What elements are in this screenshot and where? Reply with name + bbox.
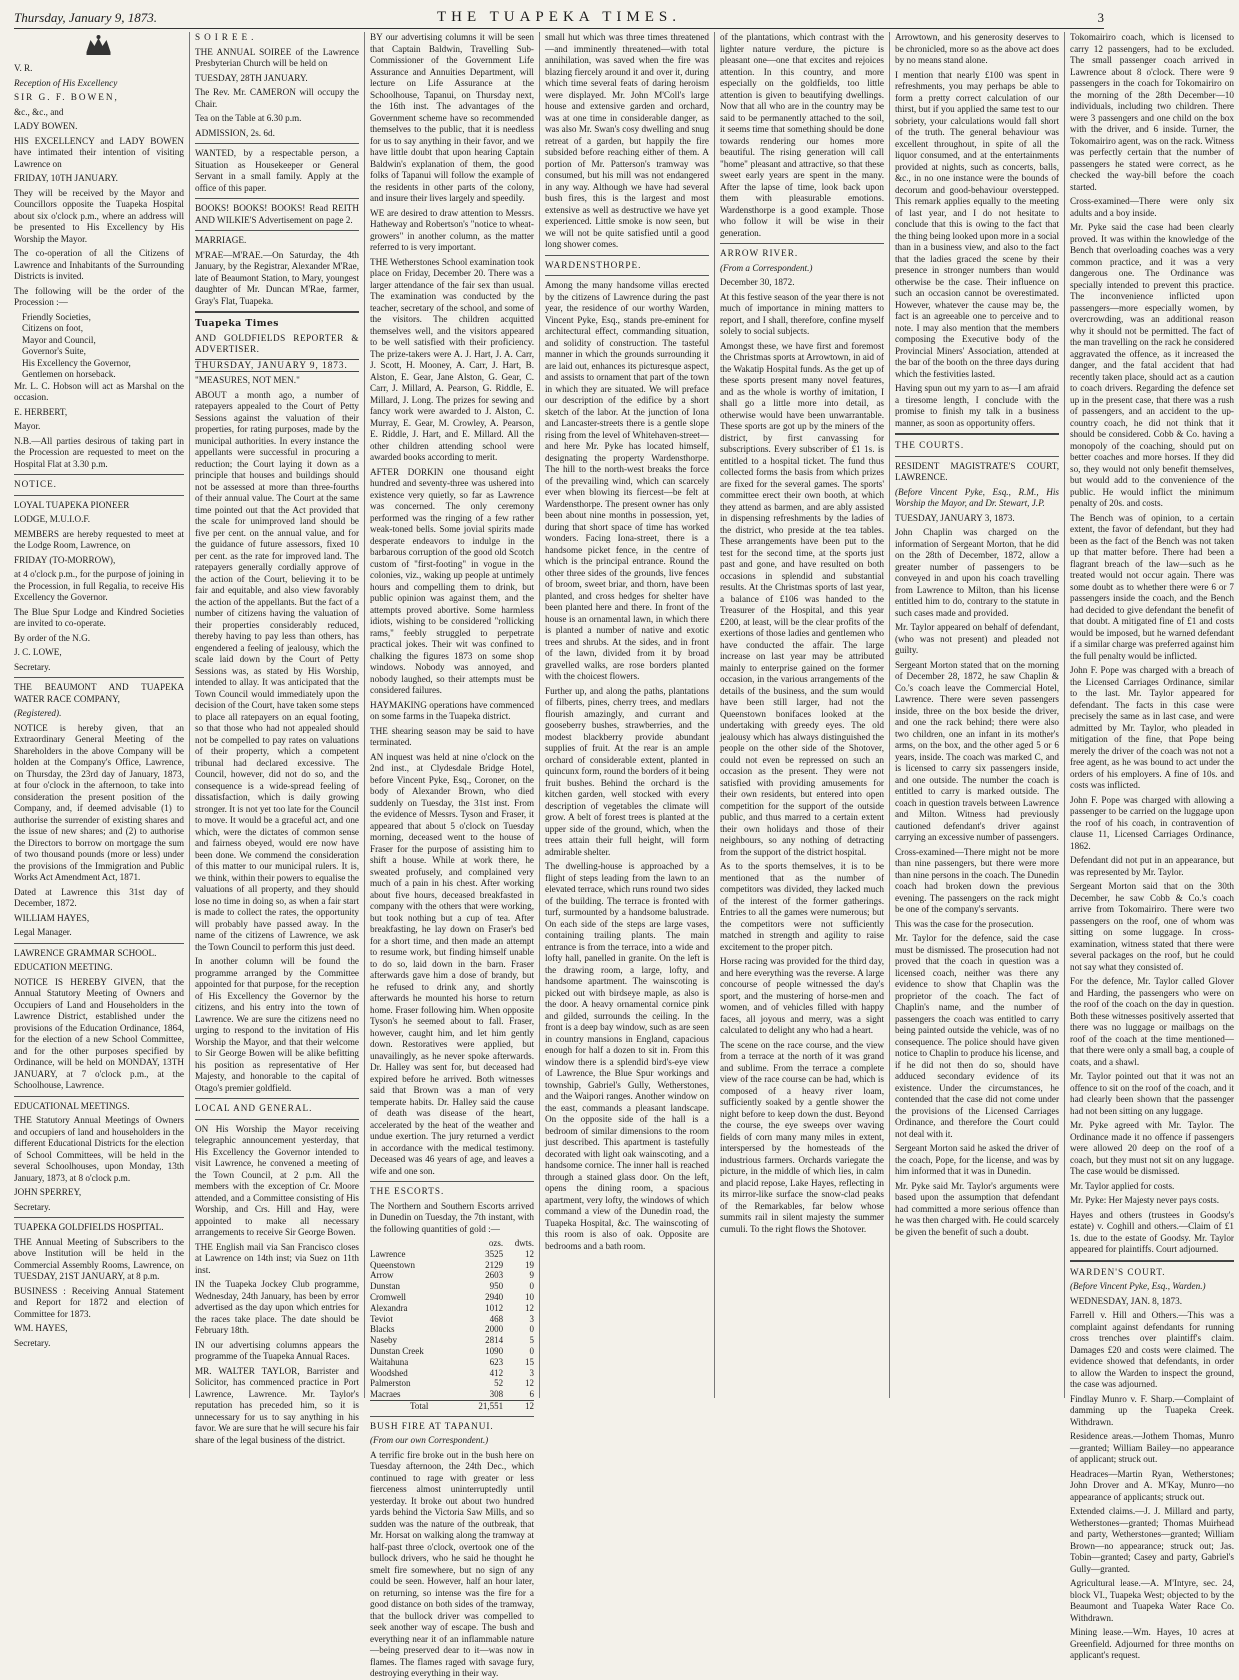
wc-sub: (Before Vincent Pyke, Esq., Warden.) bbox=[1070, 1281, 1206, 1291]
section-heading: NOTICE. bbox=[14, 479, 57, 489]
lodge-day: FRIDAY (TO-MORROW), bbox=[14, 554, 116, 565]
editorial-para: ABOUT a month ago, a number of ratepayers appealed to the Court of Petty Sessions against the valuation of their properties, for rating purposes, made by the municipal authorities. In every instance the appellants were successful in procuring a reduction; the Court laying it down as a principle that houses and buildings should not be assessed at more than three-fourths of their annual value. The Court at the same time pointed out that the Act provided that the scale for unimproved land should be five per cent. on the annual value, and for the guidance of future assessors, fixed 10 per cent. as the rate for improved land. The ratepayers generally cordially approve of the action of the Court, believing it to be fair and equitable, and also view favorably the action of the appellants. But the fact of a number of citizens having the valuation of their properties considerably reduced, thereby having to pay less than others, has engendered a feeling of jealousy, which the scale laid down by the Court of Petty Sessions was, as stated by His Worship, intended to allay. It was anticipated that the Town Council would immediately upon the decision of the Court, have taken some steps to place all ratepayers on an equal footing, so that those who had not appealed should not be compelled to pay rates on valuations of their property, which a competent tribunal had declared excessive. The Council, however, did not do so, and the consequence is a wide-spread feeling of dissatisfaction, which is daily growing stronger. It is not yet too late for the Council to move. It would be a graceful act, and one which, were the dictates of common sense and fairness obeyed, would ere now have been done. We commend the consideration of this matter to our municipal rulers. It is, we think, within their powers to equalise the valuations of all property, and they should lose no time in doing so, as when a fair start is made to collect the rates, the opportunity will probably have passed away. In the name of the citizens of Lawrence, we ask the Town Council to perform this just deed. bbox=[195, 389, 359, 952]
signature: J. C. LOWE, bbox=[14, 647, 62, 657]
news-para: Having spun out my yarn to as—I am afraid a tiresome length, I conclude with the promise to finish my talk in a business manner, as soon as opportunity offers. bbox=[895, 383, 1059, 428]
signature: E. HERBERT, bbox=[14, 406, 68, 417]
wc-para: Agricultural lease.—A. M'Intyre, sec. 24, block VI., Tuapeka West; objected to by the Beaumont and Tuapeka Water Race Co. Withdrawn. bbox=[1070, 1578, 1234, 1623]
column-5 bbox=[714, 32, 889, 1398]
table-row: Alexandra 1012 12 bbox=[370, 1302, 534, 1313]
lodge-title: LOYAL TUAPEKA PIONEER bbox=[14, 499, 130, 510]
page-header bbox=[14, 6, 1104, 29]
water-para: NOTICE is hereby given, that an Extraordinary General Meeting of the Shareholders in the above Company will be holden at the Company's Office, Lawrence, on Thursday, the 23rd day of January, 1873, at four o'clock in the afternoon, to take into consideration the present position of the Company, and, if deemed advisable (1) to authorise the surrender of existing shares and the issue of new shares; and (2) to authorise the Directors to borrow on mortgage the sum of two thousand pounds (more or less) under the provisions of the Immigration and Public Works Act Amendment Act, 1871. bbox=[14, 722, 184, 882]
arrow-para: At this festive season of the year there is not much of importance in mining matters to report, and I shall, therefore, confine myself solely to social subjects. bbox=[720, 291, 884, 336]
section-heading: ARROW RIVER. bbox=[720, 248, 799, 258]
court-sub: (Before Vincent Pyke, Esq., R.M., His Worship the Mayor, and Dr. Stewart, J.P. bbox=[895, 486, 1059, 508]
water-para: Dated at Lawrence this 31st day of December, 1872. bbox=[14, 886, 184, 908]
column-7 bbox=[1064, 32, 1239, 1660]
dateline: THURSDAY, JANUARY 9, 1873. bbox=[195, 359, 359, 373]
table-row: Blacks 2000 0 bbox=[370, 1324, 534, 1335]
arrow-para: Amongst these, we have first and foremost the Christmas sports at Arrowtown, in aid of the Wakatip Hospital funds. As the get up of these sports present many novel features, and as the whole is worthy of imitation, I shall go a little more into detail, as otherwise would have been unwarrantable. These sports are got up by the miners of the district, by first canvassing for subscriptions. Every subscriber of £1 1s. is entitled to a hospital ticket. The fund thus collected forms the basis from which prizes are fixed for the several games. The sports' committee erect their own booth, at which they attend as barmen, and are ably assisted in dispensing refreshments by the ladies of the district, who preside at the tea tables. These arrangements have been put to the test for the second time, at the sports just past and gone, and have resulted on both occasions in splendid and substantial results. At the Christmas sports of last year, a balance of £106 was handed to the Treasurer of the Hospital, and this year £200, at least, will be the clear profits of the exertions of those ladies and gentlemen who have conducted the affair. The large increase on last year may be attributed mainly to enterprise gained on the former occasion, in the various arrangements of the details of the business, and the sum would have been still larger, had not the Queenstown bonifaces looked at the undertaking with greedy eyes. The old jealousy which has always distinguished the people on the other side of the Shotover, could not even be repressed on such an occasion as the present. They were not satisfied with providing amusements for their own residents, but entered into open competition for the support of the outside public, and thus marred to a certain extent their own holidays and those of their neighbours, so any nothing of detracting from the support of the district hospital. bbox=[720, 340, 884, 857]
list-item: Friendly Societies, bbox=[22, 311, 91, 322]
governor-name: SIR G. F. BOWEN, bbox=[14, 92, 119, 102]
columns bbox=[14, 32, 1234, 1679]
news-para: HAYMAKING operations have commenced on some farms in the Tuapeka district. bbox=[370, 699, 534, 721]
table-row: Naseby 2814 5 bbox=[370, 1335, 534, 1346]
hosp-para: THE Annual Meeting of Subscribers to the above Institution will be held in the Commercial Assembly Rooms, Lawrence, on TUESDAY, 21ST JANUARY, at 8 p.m. bbox=[14, 1236, 184, 1281]
table-header-row bbox=[370, 1238, 534, 1249]
section-heading: THE COURTS. bbox=[895, 440, 965, 450]
reception-para: They will be received by the Mayor and Councillors opposite the Tuapeka Hospital about six o'clock p.m., where an address will be presented to His Excellency by His Worship the Mayor. bbox=[14, 187, 184, 244]
table-row: Teviot 468 3 bbox=[370, 1313, 534, 1324]
water-sub: (Registered). bbox=[14, 708, 62, 718]
table-row: Queenstown 2129 19 bbox=[370, 1259, 534, 1270]
wc-para: Farrell v. Hill and Others.—This was a complaint against defendants for running cross trenches over plaintiff's claim. Damages £20 and costs were claimed. The evidence showed that defendants, in order to allow the Warden to inspect the ground, the case was adjourned. bbox=[1070, 1310, 1234, 1389]
news-para: THE shearing season may be said to have terminated. bbox=[370, 725, 534, 747]
local-para: IN our advertising columns appears the programme of the Tuapeka Annual Races. bbox=[195, 1339, 359, 1361]
court-para: Cross-examined—There might not be more than nine passengers, but there were more than nine persons in the coach. The Dunedin coach had broken down the previous evening. The passengers on the rack might be one of the company's servants. bbox=[895, 846, 1059, 914]
table-row: Arrow 2603 9 bbox=[370, 1270, 534, 1281]
crest-letters: V. R. bbox=[14, 63, 33, 73]
table-row: Waitahuna 623 15 bbox=[370, 1356, 534, 1367]
news-para: WE are desired to draw attention to Messrs. Hatheway and Robertson's "notice to wheat-growers" in another column, as the matter referred to is very important. bbox=[370, 207, 534, 252]
reception-para: The co-operation of all the Citizens of Lawrence and Inhabitants of the Surrounding Districts is invited. bbox=[14, 248, 184, 281]
court-para: Mr. Pyke said Mr. Taylor's arguments were based upon the assumption that defendant had committed a more serious offence than he was then charged with. He could scarcely be given the benefit of such a doubt. bbox=[895, 1180, 1059, 1237]
reception-title: Reception of His Excellency bbox=[14, 77, 118, 88]
local-para: MR. WALTER TAYLOR, Barrister and Solicitor, has commenced practice in Port Lawrence, Lawrence. Mr. Taylor's reputation has preceded him, so it is unnecessary for us to say anything in his favor. We are sure that he will secure his fair share of the legal business of the district. bbox=[195, 1365, 359, 1445]
wanted-ad: WANTED, by a respectable person, a Situation as Housekeeper or General Servant in a small family. Apply at the office of this paper. bbox=[195, 148, 359, 193]
soiree-para: THE ANNUAL SOIREE of the Lawrence Presbyterian Church will be held on bbox=[195, 46, 359, 68]
issue-date: Thursday, January 9, 1873. bbox=[14, 10, 157, 25]
edu-title: EDUCATIONAL MEETINGS. bbox=[14, 1100, 130, 1111]
court-para: John F. Pope was charged with a breach of the Licensed Carriages Ordinance, similar to the last. Mr. Taylor appeared for defendant. The facts in this case were precisely the same as in last case, and were admitted by Mr. Taylor, who pleaded in mitigation of the fine, that Pope being merely the driver of the coach was not not a free agent, as he was bound to act under the orders of his employers. A fine of 10s. and costs was inflicted. bbox=[1070, 665, 1234, 790]
column-3 bbox=[364, 32, 539, 1679]
nb-note: N.B.—All parties desirous of taking part in the Procession are requested to meet on the Hospital Flat at 3.30 p.m. bbox=[14, 435, 184, 469]
lady-name: LADY BOWEN. bbox=[14, 121, 78, 131]
gs-sub: EDUCATION MEETING. bbox=[14, 962, 113, 972]
signature: WM. HAYES, bbox=[14, 1323, 68, 1333]
court-para: Sergeant Morton said that on the 30th December, he saw Cobb & Co.'s coach arrive from Tokomairiro. There were two passengers on the roof, one of whom was sitting on some luggage. In cross-examination, witness stated that there were several packages on the roof, but he could not say what they consisted of. bbox=[1070, 881, 1234, 972]
list-item: His Excellency the Governor, bbox=[22, 357, 131, 368]
governor-honours: &c., &c., and bbox=[14, 106, 64, 117]
gs-para: NOTICE IS HEREBY GIVEN, that the Annual Statutory Meeting of Owners and Occupiers of Land and Householders in the Lawrence District, established under the provisions of the Education Ordinance, 1864, for the election of a new School Committee, and for the other purposes specified by Ordinance, will be held on MONDAY, 13TH JANUARY, at 7 o'clock p.m., at the Schoolhouse, Lawrence. bbox=[14, 976, 184, 1090]
signature-title: Legal Manager. bbox=[14, 927, 72, 937]
motto: "MEASURES, NOT MEN." bbox=[195, 375, 300, 385]
header-oz: ozs. bbox=[488, 1238, 504, 1248]
wc-para: Findlay Munro v. F. Sharp.—Complaint of damming up the Tuapeka Creek. Withdrawn. bbox=[1070, 1393, 1234, 1427]
arrow-para: The scene on the race course, and the view from a terrace at the north of it was grand and sublime. From the terrace a complete view of the race course can be had, which is composed of a heavy river loam, sufficiently soaked by a gentle shower the night before to keep down the dust. Beyond the course, the eye sweeps over waving fields of corn many many miles in extent, interspersed by the homesteads of the industrious farmers. Orchards variegate the picture, in the middle of which lies, in calm and placid repose, Lake Hayes, reflecting in its mirror-like surface the snow-clad peaks of the Remarkables, far below whose summits rail in silent majesty the summer cumuli. To the right flows the Shotover. bbox=[720, 1039, 884, 1234]
wc-date: WEDNESDAY, JAN. 8, 1873. bbox=[1070, 1295, 1183, 1306]
procession-list bbox=[14, 312, 184, 381]
wardensthorpe-para: Among the many handsome villas erected by the citizens of Lawrence during the past year, the residence of our worthy Warden, Vincent Pyke, Esq., stands pre-eminent for architectural effect, commanding situation, and solidity of construction. The tasteful manner in which the grounds surrounding it are laid out, enhances its picturesque aspect, and assists to ornament that part of the town in which they are situated. We will preface our description of the edifice by a short sketch of the labor. At the junction of Iona and Lancaster-streets there is a gentle slope rising from the level of Whitehaven-street—and here Mr. Pyke has located himself, designating the property Wardensthorpe. The hill to the north-west breaks the force of the prevailing wind, which can scarcely ever when blowing its fiercest—be felt at Wardensthorpe. The present owner has only been about nine months in possession, yet, during that short space of time has worked wonders. Facing Iona-street, there is a handsome picket fence, in the centre of which is the principal entrance. Round the other three sides of the grounds, live fences of broom, sweet briar, and thorn, have been planted, and cross hedges for shelter have been planted here and there. In front of the house is an ornamental lawn, in which there is planted a number of native and exotic trees and shrubs. At the sides, and in front of the lawn, divided from it by broad gravelled walks, are rose borders planted with the choicest flowers. bbox=[545, 280, 709, 681]
wardensthorpe-para: The dwelling-house is approached by a flight of steps leading from the lawn to an elevated terrace, which runs round two sides of the building. The terrace is fronted with turf, surmounted by a handsome balustrade. On each side of the steps are large vases, containing trailing plants. The main entrance is from the terrace, into a wide and lofty hall, panelled in granite. On the left is the drawing room, a large, lofty, and handsome apartment. The wainscoting is picked out with birdseye maple, as also is the door. A heavy ornamental cornice pink and gilded, surrounds the ceiling. In the front is a deep bay window, such as are seen in country mansions in England, capacious enough for half a dozen to sit in. From this window there is a splendid bird's-eye view of Lawrence, the Blue Spur workings and township, Gabriel's Gully, Wetherstones, and the Waipori ranges. Another window on the east, commands a pleasant landscape. On the opposite side of the hall is a bedroom of similar dimensions to the room just described. This apartment is tastefully decorated with light oak wainscoting, and a handsome cornice. The inner hall is reached through a stained glass door. On the left, opens the dining room, a spacious apartment, very lofty, the windows of which command a view of the Dunedin road, the Tuapeka Hospital, &c. The wainscoting of this room is also of oak. Opposite are bedrooms and a bath room. bbox=[545, 861, 709, 1251]
gold-table bbox=[370, 1238, 534, 1412]
masthead: Tuapeka Times bbox=[195, 318, 279, 329]
gs-title: LAWRENCE GRAMMAR SCHOOL. bbox=[14, 947, 157, 958]
wardensthorpe-para: Further up, and along the paths, plantations of filberts, pines, cherry trees, and medlars flourish amazingly, and currant and gooseberry bushes, strawberries, and the modest blackberry provide abundant supplies of fruit. At the rear is an ample orchard of considerable extent, planted in quincunx form, round the borders of it being fruit bushes. Behind the orchard is the kitchen garden, well stocked with every description of vegetables the climate will grow. A belt of forest trees is planted at the upper side of the ground, which, when the trees attain their full height, will form admirable shelter. bbox=[545, 685, 709, 857]
books-ad: BOOKS! BOOKS! BOOKS! Read REITH AND WILKIE'S Advertisement on page 2. bbox=[195, 203, 359, 225]
table-row: Dunstan Creek 1090 0 bbox=[370, 1345, 534, 1356]
arrow-para: As to the sports themselves, it is to be mentioned that as the number of competitors was divided, they lacked much of the interest of the former gatherings. Entries to all the games were numerous; but the competitors were not sufficiently matched in strength and agility to raise excitement to the proper pitch. bbox=[720, 861, 884, 952]
section-heading: THE ESCORTS. bbox=[370, 1186, 445, 1196]
court-date: TUESDAY, JANUARY 3, 1873. bbox=[895, 512, 1015, 523]
bush-para: A terrific fire broke out in the bush here on Tuesday afternoon, the 24th Dec., which continued to rage with greater or less fierceness almost uninterruptedly until yesterday. It broke out about two hundred yards behind the Victoria Saw Mills, and so sudden was the nature of the outbreak, that Mr. Horsat on walking along the tramway at half-past three o'clock, overtook one of the bullock drivers, who he said he thought he smelt fire somewhere, but no sign of any could be seen. However, half an hour later, on returning, so intense was the fire for a good distance on both sides of the tramway, that the bullock driver was compelled to seek another way of escape. The bush and everything near it of an inflammable nature—being preserved dear to it—was now in flames. The flames raged with savage fury, destroying everything in their way. bbox=[370, 1449, 534, 1679]
editorial-para: In another column will be found the programme arranged by the Committee appointed for that purpose, for the reception of His Excellency the Governor by the citizens, and his entry into the town of Lawrence. We are sure the citizens need no urging to respond to the invitation of His Worship the Mayor, and that their welcome to Sir George Bowen will be alike befitting his position as representative of Her Majesty, and honorable to the capital of Otago's premier goldfield. bbox=[195, 956, 359, 1093]
court-para: This was the case for the prosecution. bbox=[895, 918, 1034, 929]
paper-title: THE TUAPEKA TIMES. bbox=[436, 9, 682, 25]
court-para: For the defence, Mr. Taylor called Glover and Harding, the passengers who were on the roof of the coach on the day in question. Both these witnesses positively asserted that there was no luggage or mailbags on the roof of the coach at the time mentioned—that there were only a small bag, a couple of coats, and a shawl. bbox=[1070, 976, 1234, 1067]
lodge-sub: LODGE, M.U.I.O.F. bbox=[14, 514, 91, 524]
table-row: Dunstan 950 0 bbox=[370, 1281, 534, 1292]
header-dwt: dwts. bbox=[514, 1238, 534, 1248]
court-para: Hayes and others (trustees in Goodsy's estate) v. Coghill and others.—Claim of £1 1s. due to the estate of Goodsy. Mr. Taylor appeared for plaintiffs. Court adjourned. bbox=[1070, 1209, 1234, 1254]
news-para: I mention that nearly £100 was spent in refreshments, you may perhaps be able to form a pretty correct calculation of our thirst, but if you applied the same test to our sobriety, your calculations would fall short of the truth. The general behaviour was excellent throughout, in spite of all the liquor consumed, and at the entertainments provided at nights, such as concerts, balls, &c., in no one instance were the bounds of decorum and good-behaviour overstepped. This remark applies equally to the meeting of last year, and I do not hesitate to conclude that this is owing to the fact that the thing being looked upon more in a social than in a business view, and also to the fact that the ladies graced the scene by their presence in stronger numbers than would otherwise be the case. Their influence on such an occasion cannot be overestimated. However, whatever the cause may be, the fact is an agreeable one to perceive and to note. I may also mention that the members composing the Executive body of the Provincial Miners' Association, attended at the bar of the booth on the three days during which the festivities lasted. bbox=[895, 69, 1059, 379]
court-para: Cross-examined—There were only six adults and a boy inside. bbox=[1070, 196, 1234, 218]
court-para: Mr. Pyke: Her Majesty never pays costs. bbox=[1070, 1195, 1220, 1205]
court-para: Mr. Taylor applied for costs. bbox=[1070, 1180, 1175, 1191]
hosp-title: TUAPEKA GOLDFIELDS HOSPITAL. bbox=[14, 1222, 164, 1232]
section-heading: BUSH FIRE AT TAPANUI. bbox=[370, 1420, 494, 1431]
local-para: THE English mail via San Francisco closes at Lawrence on 14th inst; via Suez on 11th inst. bbox=[195, 1241, 359, 1275]
court-para: The Bench was of opinion, to a certain extent, the favor of defendant, but they had been as the fact of the Bench was not taken up that matter before. There had been a flagrant breach of the law—such as he treated would not occur again. There was some doubt as to whether there were 6 or 7 passengers inside the coach, and the Bench had decided to give defendant the benefit of that doubt. A mitigated fine of £1 and costs would be imposed, but he warned defendant if a similar charge was preferred against him the full penalty would be inflicted. bbox=[1070, 512, 1234, 661]
masthead-sub: AND GOLDFIELDS REPORTER & ADVERTISER. bbox=[195, 332, 359, 354]
court-title: RESIDENT MAGISTRATE'S COURT, LAWRENCE. bbox=[895, 460, 1059, 482]
news-para: small hut which was three times threatened—and imminently threatened—with total annihilation, was saved when the fire was blazing fiercely around it and over it, during which time several feats of daring heroism were displayed. Mr. John M'Coll's large house and extensive garden and orchard, was at one time in considerable danger, as was also Mr. Swan's cosy dwelling and snug retreat of a garden, but happily the fire subsided before reaching either of them. A portion of Mr. Patterson's tramway was consumed, but his mill was not endangered in any way. Although we have had several bush fires, this is the largest and most extensive as well as destructive we have yet experienced. Little smoke is now seen, but we will not be quite satisfied until a good long shower comes. bbox=[545, 32, 709, 249]
hosp-para: BUSINESS : Receiving Annual Statement and Report for 1872 and election of Committee for 1873. bbox=[14, 1285, 184, 1319]
court-para: John F. Pope was charged with allowing a passenger to be carried on the luggage upon the roof of his coach, in contravention of clause 11, Licensed Carriages Ordinance, 1862. bbox=[1070, 794, 1234, 851]
news-para: BY our advertising columns it will be seen that Captain Baldwin, Travelling Sub-Commissioner of the Government Life Assurance and Annuities Department, will lecture on Life Assurance at the Schoolhouse, Tapanui, on Thursday next, the 16th inst. The advantages of the Government scheme have so recommended themselves to the public, that it is needless for us to say anything in their favor, and we have little doubt that upon hearing Captain Baldwin's explanation of them, the good folks of Tapanui will follow the example of the residents in other parts of the colony, and insure their lives largely and speedily. bbox=[370, 32, 534, 203]
column-6 bbox=[889, 32, 1064, 1398]
section-heading: WARDENSTHORPE. bbox=[545, 259, 642, 270]
bush-sub: (From our own Correspondent.) bbox=[370, 1435, 489, 1446]
section-heading: SOIREE. bbox=[195, 32, 258, 42]
lodge-para: MEMBERS are hereby requested to meet at the Lodge Room, Lawrence, on bbox=[14, 528, 184, 550]
signature-title: Mayor. bbox=[14, 421, 41, 431]
court-para: Defendant did not put in an appearance, but was represented by Mr. Taylor. bbox=[1070, 855, 1234, 877]
wc-para: Extended claims.—J. J. Millard and party, Wetherstones—granted; Thomas Muirhead and party, Wetherstones—granted; William Brown—no appearance; struck out; Jas. Tobin—granted; Casey and party, Gabriel's Gully—granted. bbox=[1070, 1506, 1234, 1574]
news-para: THE Wetherstones School examination took place on Friday, December 20. There was a larger attendance of the fair sex than usual. The examination was conducted by the teacher, secretary of the school, and some of the visitors. The children acquitted themselves well, and the visitors appeared to be well satisfied with their proficiency. The prize-takers were A. J. Hart, J. A. Carr, J. Scott, H. Mooney, A. Carr, J. Hart, B. Alston, E. Gear, Jane Alston, G. Gear, C. Carr, J. Millard, A. Pearson, G. Riddle, E. Millard, J. Long. The prizes for sewing and fancy work were awarded to J. Alston, C. Murray, E. Gear, M. Crowley, A. Pearson, E. Riddle, J. Hart, and E. Millard. All the other children attending school were awarded books according to merit. bbox=[370, 256, 534, 462]
news-para: AFTER DORKIN one thousand eight hundred and seventy-three was ushered into existence very quietly, so far as Lawrence was concerned. The only ceremony performed was the ringing of a few rather weak-toned bells. Some jovial spirits made desperate endeavors to indulge in the barbarous corruption of the good old Scotch custom of "first-footing" in vogue in the colonies, viz., waking up people at untimely hours and compelling them to drink, but public opinion was against them, and the attempts proved abortive. Some harmless idiots, wishing to be considered "rollicking rams," feebly struggled to perpetrate practical jokes. Their wit was confined to chalking the figures 1873 on some shop windows. Nobody was annoyed, and nobody laughed, so their attempts must be considered failures. bbox=[370, 466, 534, 695]
section-heading: LOCAL AND GENERAL. bbox=[195, 1103, 313, 1113]
column-1 bbox=[14, 32, 189, 1398]
court-para: Mr. Taylor appeared on behalf of defendant, (who was not present) and pleaded not guilty. bbox=[895, 622, 1059, 655]
marriage-title: MARRIAGE. bbox=[195, 235, 247, 245]
signature-title: Secretary. bbox=[14, 1201, 51, 1212]
table-total-row: Total 21,551 12 bbox=[370, 1400, 534, 1411]
news-para: AN inquest was held at nine o'clock on the 2nd inst., at Clydesdale Bridge Hotel, before Vincent Pyke, Esq., Coroner, on the body of Alexander Brown, who died suddenly on Tuesday, the 31st inst. From the evidence of Messrs. Tyson and Fraser, it appeared that about 5 o'clock on Tuesday morning, deceased went to the house of Fraser for the purpose of assisting him to shift a house. While at work there, he sweated profusely, and complained very much of a pain in his chest. After working about five hours, deceased breakfasted in company with the others that were working, but took nothing but a cup of tea. After breakfasting, he lay down on Fraser's bed for a short time, and then made an attempt to resume work, but finding himself unable to do so, laid down in the barn. Fraser afterwards gave him a dose of brandy, but he refused to drink any, and shortly afterwards he mounted his horse to return home. Fraser following him. When opposite Tyson's he seemed about to fall. Fraser, however, caught him, and let him gently down. Restoratives were applied, but unavailingly, as he never spoke afterwards. Dr. Halley was sent for, but deceased had expired before he arrived. Both witnesses said that Brown was a man of very temperate habits. Dr. Halley said the cause of death was disease of the heart, accelerated by the heat of the weather and undue exertion. The jury returned a verdict in accordance with the medical testimony. Deceased was 46 years of age, and leaves a wife and one son. bbox=[370, 751, 534, 1176]
column-2 bbox=[189, 32, 364, 1445]
soiree-admission: ADMISSION, 2s. 6d. bbox=[195, 127, 275, 138]
court-para: Sergeant Morton stated that on the morning of December 28, 1872, he saw Chaplin & Co.'s coach leave the Commercial Hotel, Lawrence. There were seven passengers inside, three on the box beside the driver, and one the rack behind; there were also two children, one an infant in its mother's arms, on the box, and the other aged 5 or 6 years, inside. The coach was marked C, and is licensed to carry six passengers inside, and one outside. The number the coach is entitled to carry is marked outside. The coach in question travels between Lawrence and Milton. Witness had previously cautioned defendant's driver against carrying an excessive number of passengers. bbox=[895, 659, 1059, 842]
court-para: Mr. Taylor for the defence, said the case must be dismissed. The prosecution had not proved that the coach in question was a licensed coach, neither was there any evidence to show that Chaplin was the proprietor of the coach. The fact of Chaplin's name, and the number of passengers the coach was entitled to carry being painted outside the vehicle, was of no consequence. The police should have given notice to Chaplin to produce his license, and if he did not then do so, should have adduced secondary evidence of its existence. Under the circumstances, he contended that the case did not come under the provisions of the Licensed Carriages Ordinance, and therefore the Court could not deal with it. bbox=[895, 933, 1059, 1139]
table-row: Woodshed 412 3 bbox=[370, 1367, 534, 1378]
signature: JOHN SPERREY, bbox=[14, 1187, 82, 1197]
signature: WILLIAM HAYES, bbox=[14, 912, 90, 923]
column-4 bbox=[539, 32, 714, 1398]
soiree-day: TUESDAY, 28TH JANUARY. bbox=[195, 72, 308, 83]
water-title: THE BEAUMONT AND TUAPEKA WATER RACE COMPANY, bbox=[14, 682, 184, 704]
court-para: Mr. Pyke said the case had been clearly proved. It was within the knowledge of the Bench that overloading coaches was a very common practice, and it was a very dangerous one. The Ordinance was specially intended to prevent this practice. The inconvenience inflicted upon passengers—more especially women, by overcrowding, was an additional reason why it should not be permitted. The fact of the man travelling on the rack he considered aggravated the offence, as it increased the danger, and the fatal accident that had recently taken place, should act as a caution to coach drivers. Regarding the defence set up in the present case, that there was a rush of passengers, and an accident to the up-country coach, he did not think that it should be considered. Cobb & Co. having a monopoly of the coaching, should put on better coaches and more horses. If they did so, they would not only benefit themselves, but would add to the convenience of the public. He would inflict the minimum penalty of 20s. and costs. bbox=[1070, 222, 1234, 508]
signature-title: Secretary. bbox=[14, 661, 51, 672]
arrow-para: Horse racing was provided for the third day, and here everything was the reverse. A large concourse of people witnessed the day's sport, and the mustering of horse-men and women, and of vehicles filled with happy faces, all joyous and merry, was a sight calculated to delight any who had a heart. bbox=[720, 956, 884, 1035]
lodge-para: at 4 o'clock p.m., for the purpose of joining in the Procession, in full Regalia, to receive His Excellency the Governor. bbox=[14, 569, 184, 602]
list-item: Mayor and Council, bbox=[22, 334, 96, 345]
table-row: Lawrence 3525 12 bbox=[370, 1248, 534, 1259]
soiree-tea: Tea on the Table at 6.30 p.m. bbox=[195, 113, 302, 123]
wc-para: Headraces—Martin Ryan, Wetherstones; John Drover and A. M'Kay, Munro—no appearance of applicants; struck out. bbox=[1070, 1468, 1234, 1502]
court-para: Tokomairiro coach, which is licensed to carry 12 passengers, had to be excluded. The small passenger coach arrived in Lawrence about 8 o'clock. There were 9 passengers in the coach for Tokomairiro on the morning of the 28th December—10 individuals, including two children. There were 3 passengers and one child on the box with the driver, and 6 inside. Turner, the Tokomairiro agent, was on the rack. Witness was perfectly certain that the number of passengers he stated were correct, as he checked the way-bill before the coach started. bbox=[1070, 32, 1234, 192]
table-row: Macraes 308 6 bbox=[370, 1389, 534, 1400]
list-item: Governor's Suite, bbox=[22, 346, 86, 356]
court-para: Mr. Pyke agreed with Mr. Taylor. The Ordinance made it no offence if passengers were allowed 20 deep on the roof of a coach, but they must not sit on any luggage. The case would be dismissed. bbox=[1070, 1120, 1234, 1176]
reception-day: FRIDAY, 10TH JANUARY. bbox=[14, 173, 118, 183]
wc-para: Residence areas.—Jothem Thomas, Munro—granted; William Bailey—no appearance of applicant; struck out. bbox=[1070, 1431, 1234, 1464]
edu-para: THE Statutory Annual Meetings of Owners and occupiers of land and householders in the different Educational Districts for the election of School Committees, will be held in the several Schoolhouses, upon Monday, 13th January, 1873, at 8 o'clock p.m. bbox=[14, 1115, 184, 1183]
reception-para: HIS EXCELLENCY and LADY BOWEN have intimated their intention of visiting Lawrence on bbox=[14, 135, 184, 169]
court-para: Sergeant Morton said he asked the driver of the coach, Pope, for the license, and was by him informed that it was in Dunedin. bbox=[895, 1143, 1059, 1176]
lodge-para: By order of the N.G. bbox=[14, 632, 91, 643]
local-para: ON His Worship the Mayor receiving telegraphic announcement yesterday, that His Excellency the Governor intended to visit Lawrence, he convened a meeting of the Town Council, at 2 p.m. All the members with the exception of Cr. Moore attended, and a Committee consisting of His Worship, and Crs. Hill and Hay, were appointed to make all necessary arrangements to receive Sir George Bowen. bbox=[195, 1123, 359, 1237]
signature-title: Secretary. bbox=[14, 1337, 51, 1348]
page-number: 3 bbox=[1097, 10, 1104, 25]
lodge-para: The Blue Spur Lodge and Kindred Societies are invited to co-operate. bbox=[14, 606, 184, 628]
wc-para: Mining lease.—Wm. Hayes, 10 acres at Greenfield. Adjourned for three months on applicant's request. bbox=[1070, 1627, 1234, 1660]
table-row: Palmerston 52 12 bbox=[370, 1378, 534, 1389]
marriage-para: M'RAE—M'RAE.—On Saturday, the 4th January, by the Registrar, Alexander M'Rae, late of Beaumont Station, to Mary, youngest daughter of Mr. Duncan M'Rae, farmer, Gray's Flat, Tuapeka. bbox=[195, 249, 359, 306]
section-heading: WARDEN'S COURT. bbox=[1070, 1266, 1166, 1277]
reception-para: The following will be the order of the Procession :— bbox=[14, 285, 184, 307]
soiree-chair: The Rev. Mr. CAMERON will occupy the Chair. bbox=[195, 87, 359, 109]
arrow-date: December 30, 1872. bbox=[720, 277, 795, 287]
table-row: Cromwell 2940 10 bbox=[370, 1291, 534, 1302]
news-para: Arrowtown, and his generosity deserves to be chronicled, more so as the above act does by no means stand alone. bbox=[895, 32, 1059, 65]
local-para: IN the Tuapeka Jockey Club programme, Wednesday, 24th January, has been by error advertised as the day upon which entries for the races take place. The date should be February 18th. bbox=[195, 1279, 359, 1335]
list-item: Gentlemen on horseback. bbox=[22, 369, 116, 379]
court-para: John Chaplin was charged on the information of Sergeant Morton, that he did on the 28th of December, 1872, allow a greater number of passengers to be conveyed in and upon his coach travelling from Lawrence to Milton, than his license entitled him to do, contrary to the statute in such cases made and provided. bbox=[895, 527, 1059, 618]
list-item: Citizens on foot, bbox=[22, 323, 83, 333]
royal-crest-icon bbox=[14, 32, 184, 58]
marshal-note: Mr. L. C. Hobson will act as Marshal on the occasion. bbox=[14, 380, 184, 402]
arrow-sub: (From a Correspondent.) bbox=[720, 262, 813, 273]
news-para: of the plantations, which contrast with the lighter nature verdure, the picture is pleasant one—one that excites and rejoices attention. In this country, and more especially on the goldfields, too little attention is given to beautifying dwellings. Now that all who are in the country may be said to be permanently attached to the soil, it seems time that something should be done towards rendering our homes more beautiful. The rising generation will call "home" pleasant and attractive, so that these sweet early years are spent in the many. After the lapse of time, look back upon them with pleasurable emotions. Wardensthorpe is a good example. Those who follow it will be wise in their generation. bbox=[720, 32, 884, 238]
court-para: Mr. Taylor pointed out that it was not an offence to sit on the roof of the coach, and it had clearly been shown that the passenger had not been sitting on any luggage. bbox=[1070, 1071, 1234, 1116]
escorts-para: The Northern and Southern Escorts arrived in Dunedin on Tuesday, the 7th instant, with the following quantities of gold :— bbox=[370, 1200, 534, 1234]
